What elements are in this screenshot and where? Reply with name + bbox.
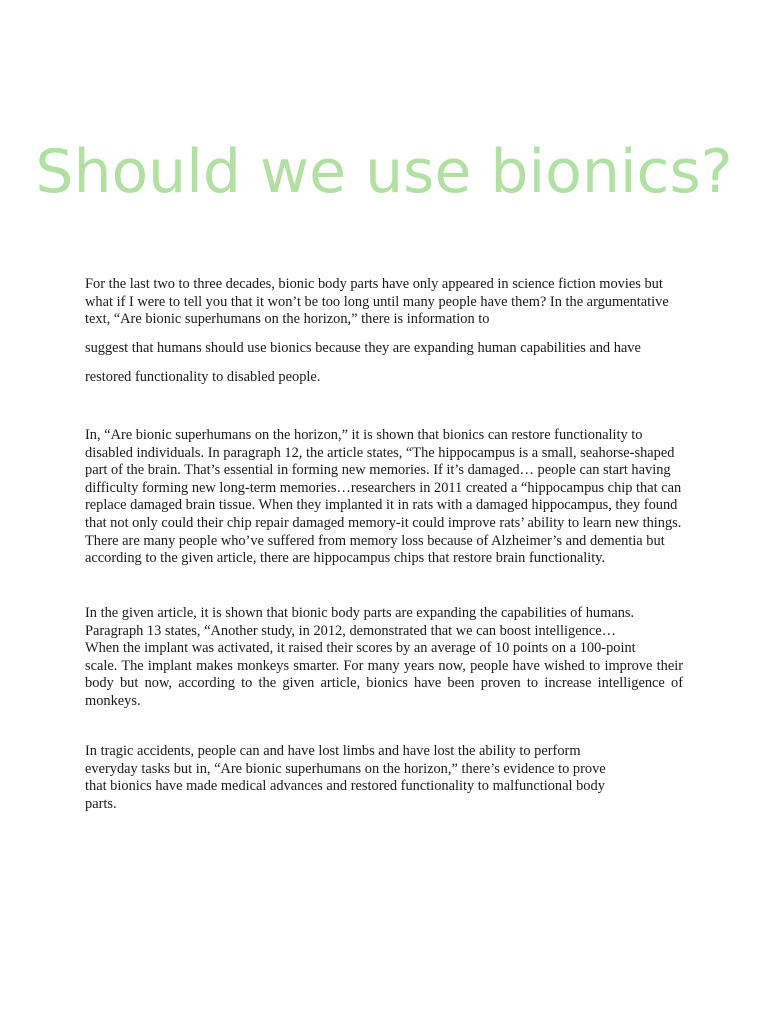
- body2-line-1: In the given article, it is shown that bionic body parts are expanding the capabilities of humans.: [85, 605, 635, 621]
- body2-line-6: monkeys.: [85, 692, 141, 709]
- body2-line-4: scale. The implant makes monkeys smarter. For many years now, people have wished to improve their: [85, 657, 683, 674]
- intro-paragraph: For the last two to three decades, bionic body parts have only appeared in science fiction movies but what if I were to tell you that it won’t be too long until many people have them? In the argumentative text, “Are bionic superhumans on the horizon,” there is information to: [85, 276, 669, 328]
- body2-line-5: body but now, according to the given article, bionics have been proven to increase intelligence of: [85, 675, 683, 692]
- body2-line-3: When the implant was activated, it raised their scores by an average of 10 points on a 100-point: [85, 640, 636, 657]
- conclusion-paragraph: In tragic accidents, people can and have lost limbs and have lost the ability to perform everyday tasks but in, “Are bionic superhumans on the horizon,” there’s evidence to prove that bionics have made medical advances and restored functionality to malfunctional body parts.: [85, 743, 606, 812]
- body-paragraph-restore-functionality: In, “Are bionic superhumans on the horizon,” it is shown that bionics can restore functionality to disabled individuals. In paragraph 12, the article states, “The hippocampus is a small, seahorse-shaped part of the brain. That’s essential in forming new memories. If it’s damaged… people can start having difficulty forming new long-term memories…researchers in 2011 created a “hippocampus chip that can replace damaged brain tissue. When they implanted it in rats with a damaged hippocampus, they found that not only could their chip repair damaged memory-it could improve rats’ ability to learn new things. There are many people who’ve suffered from memory loss because of Alzheimer’s and dementia but according to the given article, there are hippocampus chips that restore brain functionality.: [85, 427, 682, 567]
- intro-line-3: restored functionality to disabled people.: [85, 369, 321, 385]
- body-paragraph-expanding-capabilities: [85, 605, 683, 711]
- body2-line-2: Paragraph 13 states, “Another study, in 2012, demonstrated that we can boost intelligence…: [85, 622, 616, 639]
- document-title: Should we use bionics?: [35, 137, 733, 208]
- intro-line-2: suggest that humans should use bionics because they are expanding human capabilities and have: [85, 340, 641, 356]
